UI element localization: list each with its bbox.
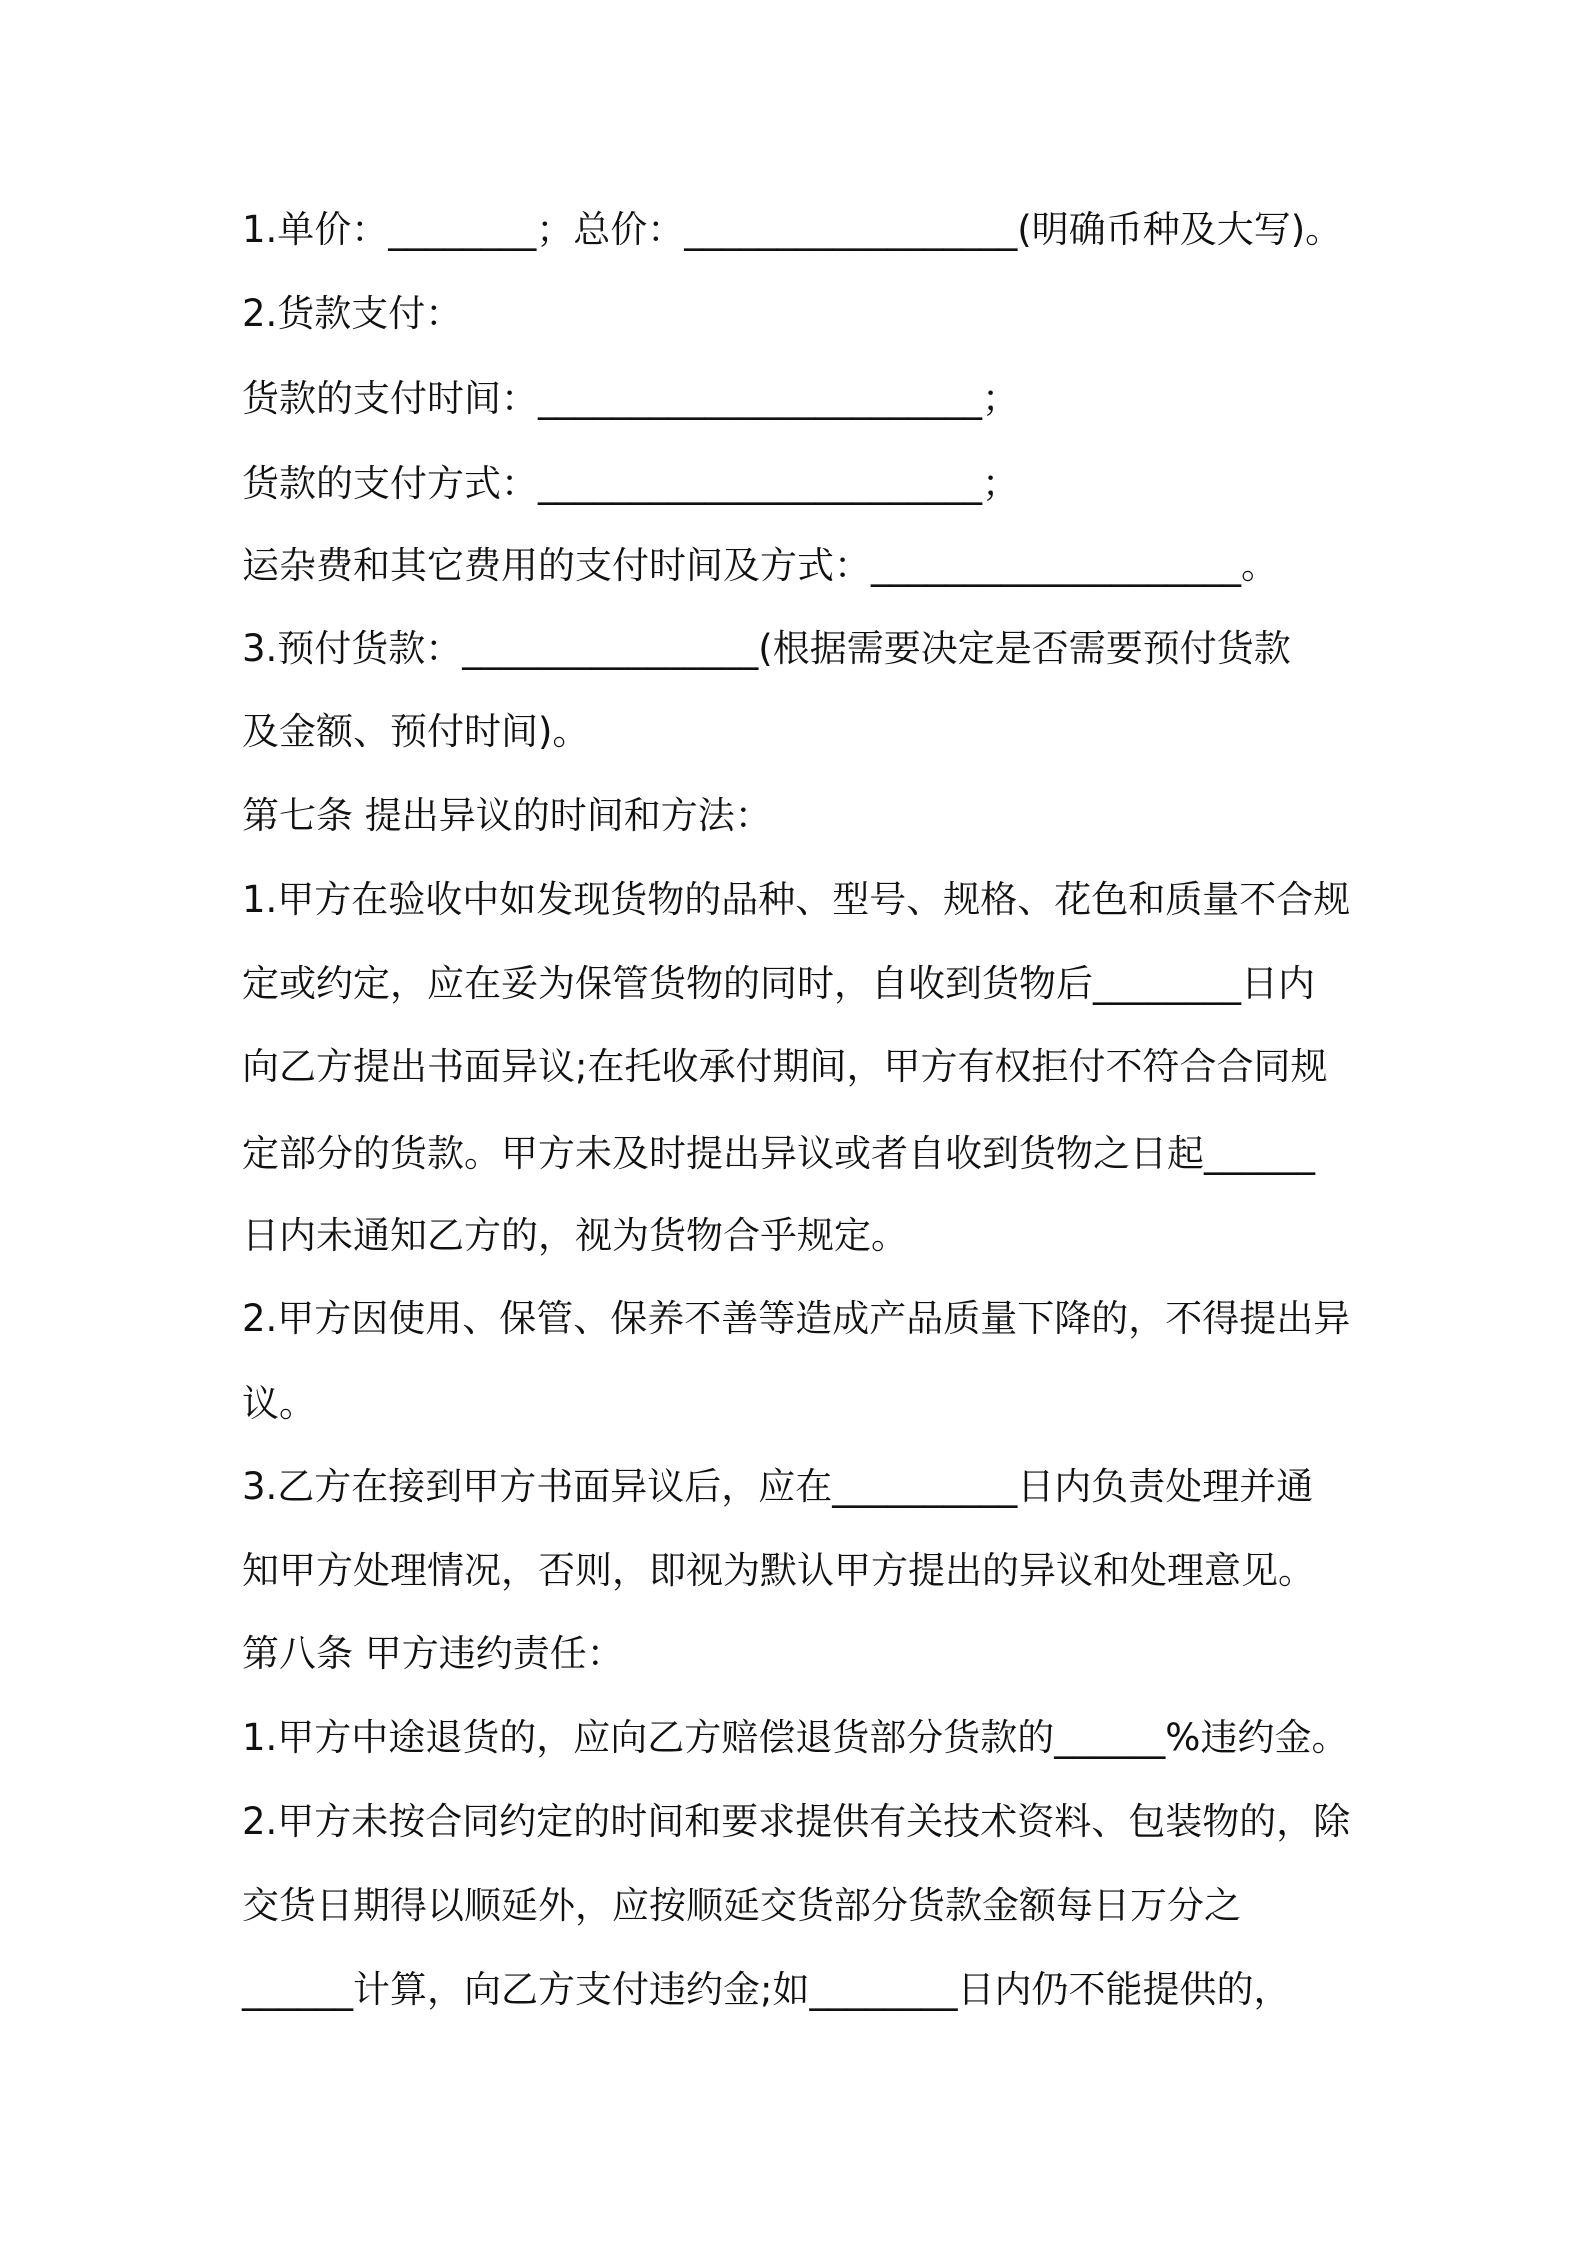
article-8-heading: 第八条 甲方违约责任： <box>242 1632 624 1675</box>
prepayment-line: 3.预付货款：________________(根据需要决定是否需要预付货款 <box>242 627 1291 670</box>
article-7-item-3-line-1: 3.乙方在接到甲方书面异议后，应在__________日内负责处理并通 <box>242 1465 1314 1508</box>
payment-heading: 2.货款支付： <box>242 292 463 335</box>
payment-time-line: 货款的支付时间：________________________； <box>242 377 1019 420</box>
article-7-item-2-line-1: 2.甲方因使用、保管、保养不善等造成产品质量下降的，不得提出异 <box>242 1297 1351 1340</box>
article-7-item-1-line-5: 日内未通知乙方的，视为货物合乎规定。 <box>242 1214 908 1257</box>
price-line: 1.单价：________；总价：__________________(明确币种及大写)。 <box>242 208 1343 251</box>
article-8-item-1: 1.甲方中途退货的，应向乙方赔偿退货部分货款的______%违约金。 <box>242 1716 1349 1759</box>
article-7-item-1-line-1: 1.甲方在验收中如发现货物的品种、型号、规格、花色和质量不合规 <box>242 878 1351 921</box>
article-7-heading: 第七条 提出异议的时间和方法： <box>242 794 772 837</box>
article-8-item-2-line-1: 2.甲方未按合同约定的时间和要求提供有关技术资料、包装物的，除 <box>242 1800 1351 1843</box>
article-7-item-2-line-2: 议。 <box>242 1382 316 1425</box>
article-7-item-1-line-4: 定部分的货款。甲方未及时提出异议或者自收到货物之日起______ <box>242 1132 1315 1175</box>
article-8-item-2-line-3: ______计算，向乙方支付违约金;如________日内仍不能提供的， <box>242 1968 1291 2011</box>
payment-method-line: 货款的支付方式：________________________； <box>242 462 1019 505</box>
prepayment-line-cont: 及金额、预付时间)。 <box>242 710 590 753</box>
article-7-item-1-line-2: 定或约定，应在妥为保管货物的同时，自收到货物后________日内 <box>242 962 1315 1005</box>
article-7-item-1-line-3: 向乙方提出书面异议;在托收承付期间，甲方有权拒付不符合合同规 <box>242 1045 1328 1088</box>
article-8-item-2-line-2: 交货日期得以顺延外，应按顺延交货部分货款金额每日万分之 <box>242 1884 1241 1927</box>
freight-payment-line: 运杂费和其它费用的支付时间及方式：____________________。 <box>242 544 1278 587</box>
article-7-item-3-line-2: 知甲方处理情况，否则，即视为默认甲方提出的异议和处理意见。 <box>242 1549 1315 1592</box>
